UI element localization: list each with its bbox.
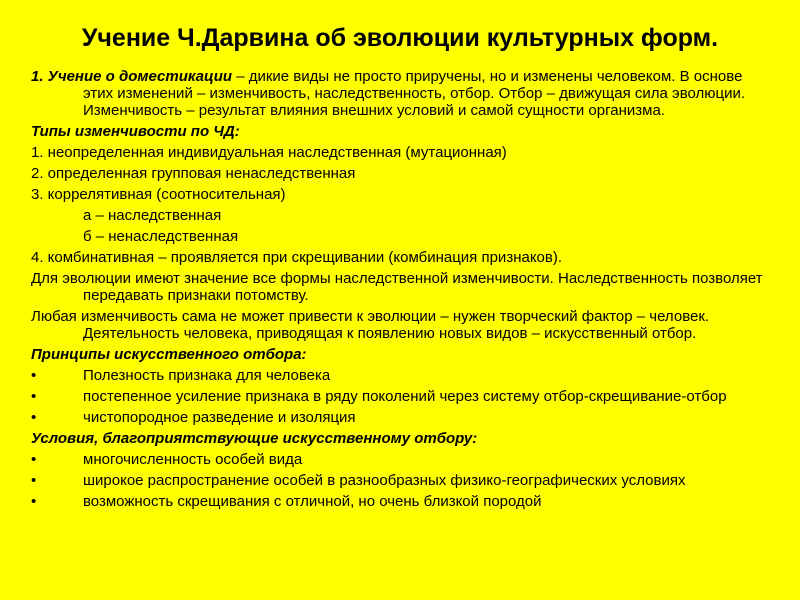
condition-bullet	[31, 451, 776, 468]
variability-types-heading: Типы изменчивости по ЧД:	[31, 123, 240, 140]
principle-bullet	[31, 367, 776, 384]
evolution-paragraph: Для эволюции имеют значение все формы наследственной изменчивости. Наследственность позволяет передавать признаки потомству.	[31, 270, 763, 304]
slide-content	[31, 68, 776, 514]
variability-subitem: б – ненаследственная	[83, 228, 239, 245]
selection-principles-heading: Принципы искусственного отбора:	[31, 346, 307, 363]
domestication-text: – дикие виды не просто приручены, но и изменены человеком. В основе этих изменений – изменчивость, наследственность, отбор. Отбор – движущая сила эволюции. Изменчивость – результат влияния внешних условий и самой сущности организма.	[83, 68, 746, 119]
variability-subitem: а – наследственная	[83, 207, 222, 224]
bullet-icon: •	[31, 472, 37, 489]
principle-bullet	[31, 388, 776, 405]
condition-text: широкое распространение особей в разнообразных физико-географических условиях	[83, 472, 686, 489]
principle-text: Полезность признака для человека	[83, 367, 331, 384]
principle-bullet	[31, 409, 776, 426]
bullet-icon: •	[31, 388, 37, 405]
principle-text: чистопородное разведение и изоляция	[83, 409, 356, 426]
domestication-term: 1. Учение о доместикации	[31, 68, 233, 85]
creative-factor-paragraph: Любая изменчивость сама не может привести к эволюции – нужен творческий фактор – человек. Деятельность человека, приводящая к появлению новых видов – искусственный отбор.	[31, 308, 710, 342]
condition-bullet	[31, 493, 776, 510]
variability-type-item: 4. комбинативная – проявляется при скрещивании (комбинация признаков).	[31, 249, 563, 266]
bullet-icon: •	[31, 493, 37, 510]
bullet-icon: •	[31, 367, 37, 384]
bullet-icon: •	[31, 451, 37, 468]
slide-title: Учение Ч.Дарвина об эволюции культурных форм.	[81, 24, 719, 52]
principle-text: постепенное усиление признака в ряду поколений через систему отбор-скрещивание-отбор	[83, 388, 727, 405]
condition-text: возможность скрещивания с отличной, но очень близкой породой	[83, 493, 542, 510]
variability-type-item: 3. коррелятивная (соотносительная)	[31, 186, 286, 203]
condition-text: многочисленность особей вида	[83, 451, 303, 468]
bullet-icon: •	[31, 409, 37, 426]
variability-type-item: 1. неопределенная индивидуальная наследственная (мутационная)	[31, 144, 507, 161]
domestication-paragraph	[31, 68, 776, 119]
variability-type-item: 2. определенная групповая ненаследственная	[31, 165, 356, 182]
condition-bullet	[31, 472, 776, 489]
selection-conditions-heading: Условия, благоприятствующие искусственному отбору:	[31, 430, 478, 447]
